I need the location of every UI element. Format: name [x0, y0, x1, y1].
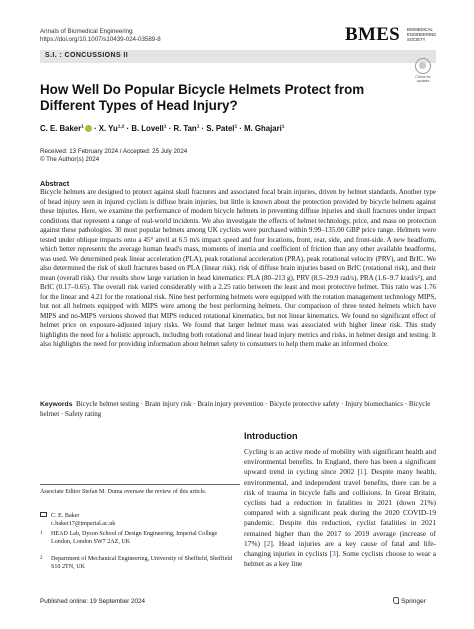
- logo-main: BMES: [345, 24, 401, 45]
- contact-email[interactable]: c.baker17@imperial.ac.uk: [51, 521, 116, 527]
- citation-link[interactable]: 1: [359, 467, 364, 477]
- affiliation-2: 2 Department of Mechanical Engineering, University of Sheffield, Sheffield S10 2TN, UK: [40, 556, 233, 570]
- author-separator: ·: [124, 124, 132, 133]
- author-separator: ·: [166, 124, 174, 133]
- contact-name: C. E. Baker: [51, 513, 80, 519]
- bmes-logo: [345, 24, 441, 46]
- published-date: Published online: 19 September 2024: [40, 598, 146, 605]
- check-updates-label: Check for updates: [415, 75, 431, 84]
- section-bar: [40, 50, 436, 63]
- author-name[interactable]: M. Ghajari: [244, 124, 282, 133]
- author-separator: ·: [237, 124, 245, 133]
- doi-link[interactable]: https://doi.org/10.1007/s10439-024-03589-8: [40, 36, 161, 43]
- keywords-label: Keywords: [40, 401, 73, 408]
- introduction-text: Cycling is an active mode of mobility with significant health and environmental benefits. In England, there has been a significant upward trend in cycling since 2002 [1]. Despite many health, environmental, and independent travel benefits, there can be a risk of trauma in bicycle falls and collisions. In Great Britain, cyclists had a reduction in fatalities in 2021 (down 21%) compared with a significant peak during the 2020 COVID-19 pandemic. Despite this reduction, cyclist fatalities in 2021 remained higher than the 2017 to 2019 average (increase of 17%) [2]. Head injuries are a key cause of fatal and life-changing injuries in cyclists [3]. Some cyclists choose to wear a helmet as a key line: [244, 447, 436, 569]
- keywords-text: Bicycle helmet testing · Brain injury risk · Brain injury prevention · Bicycle protective safety · Injury biomechanics · Bicycle helmet · Safety rating: [40, 400, 431, 418]
- keywords: [40, 400, 436, 419]
- affiliation-marker: 1: [234, 124, 238, 130]
- journal-name: Annals of Biomedical Engineering: [40, 28, 133, 35]
- introduction-heading: Introduction: [244, 431, 298, 441]
- affiliation-marker: 1: [81, 124, 84, 130]
- affiliation-marker: 1: [163, 124, 167, 130]
- abstract-text: Bicycle helmets are designed to protect against skull fractures and associated focal brain injuries, driven by helmet standards. Another type of head injury seen in injured cyclists is diffuse brain injuries, but little is known about the protection provided by bicycle helmets against these injuries. Here, we examine the performance of modern bicycle helmets in preventing diffuse injuries and skull fractures under impact conditions that represent a range of real-world incidents. We also investigate the effects of helmet technology, price, and mass on protection against these pathologies. 30 most popular helmets among UK cyclists were purchased within 9.99–135.00 GBP price range. Helmets were tested under oblique impacts onto a 45° anvil at 6.5 m/s impact speed and four locations, front, rear, side, and front-side. A new headform, which better represents the average human head's mass, moments of inertia and coefficient of friction than any other available headforms, was used. We determined peak linear acceleration (PLA), peak rotational acceleration (PRA), peak rotational velocity (PRV), and BrIC. We also determined the risk of skull fractures based on PLA (linear risk), risk of diffuse brain injuries based on BrIC (rotational risk), and their mean (overall risk). Our results show large variation in head kinematics: PLA (80–213 g), PRV (8.5–29.9 rad/s), PRA (1.6–9.7 krad/s²), and BrIC (0.17–0.65). The overall risk varied considerably with a 2.25 ratio between the least and most protective helmet. This ratio was 1.76 for the linear and 4.21 for the rotational risk. Nine best performing helmets were equipped with the rotation management technology MIPS, but not all helmets equipped with MIPS were among the best performing helmets. Our comparison of three tested helmets which have MIPS and no-MIPS versions showed that MIPS reduced rotational kinematics, but not linear kinematics. We found no significant effect of helmet price on exposure-adjusted injury risks. We found that larger helmet mass was associated with higher linear risk. This study highlights the need for a holistic approach, including both rotational and linear head injury metrics and risks, in helmet design and testing. It also highlights the need for providing information about helmet safety to consumers to help them make an informed choice.: [40, 188, 436, 348]
- logo-sub: BIOMEDICAL ENGINEERING SOCIETY: [407, 27, 437, 42]
- citation-link[interactable]: 2: [266, 538, 271, 548]
- journal-header: [40, 28, 161, 44]
- author-name[interactable]: X. Yu: [98, 124, 118, 133]
- affiliation-marker: 1,2: [117, 124, 125, 130]
- affiliation-1: 1 HEAD Lab, Dyson School of Design Engineering, Imperial College London, London SW7 2AZ, UK: [40, 531, 218, 545]
- copyright: © The Author(s) 2024: [40, 156, 100, 163]
- received-accepted: Received: 13 February 2024 / Accepted: 25 July 2024: [40, 148, 188, 155]
- author-list: [40, 124, 284, 133]
- affiliation-marker: 1: [281, 124, 285, 130]
- corresponding-author: [40, 512, 230, 528]
- author-separator: ·: [199, 124, 207, 133]
- footnote-divider: [40, 484, 240, 485]
- orcid-icon[interactable]: [85, 125, 92, 132]
- author-name[interactable]: C. E. Baker: [40, 124, 82, 133]
- check-updates-button[interactable]: [410, 58, 436, 83]
- article-title: How Well Do Popular Bicycle Helmets Protect from Different Types of Head Injury?: [40, 82, 365, 113]
- author-name[interactable]: R. Tan: [173, 124, 197, 133]
- springer-logo: Springer: [393, 597, 426, 605]
- editor-note: Associate Editor Stefan M. Duma oversaw the review of this article.: [40, 489, 207, 495]
- author-name[interactable]: B. Lovell: [131, 124, 164, 133]
- check-updates-icon: [415, 58, 431, 74]
- section-label: S.I. : CONCUSSIONS II: [45, 52, 129, 59]
- dates: [40, 148, 187, 164]
- envelope-icon: [40, 512, 47, 517]
- springer-horse-icon: [393, 597, 399, 604]
- citation-link[interactable]: 3: [332, 549, 336, 559]
- author-name[interactable]: S. Patel: [206, 124, 235, 133]
- affiliation-marker: 1: [196, 124, 200, 130]
- abstract-heading: Abstract: [40, 179, 70, 188]
- author-separator: ·: [91, 124, 99, 133]
